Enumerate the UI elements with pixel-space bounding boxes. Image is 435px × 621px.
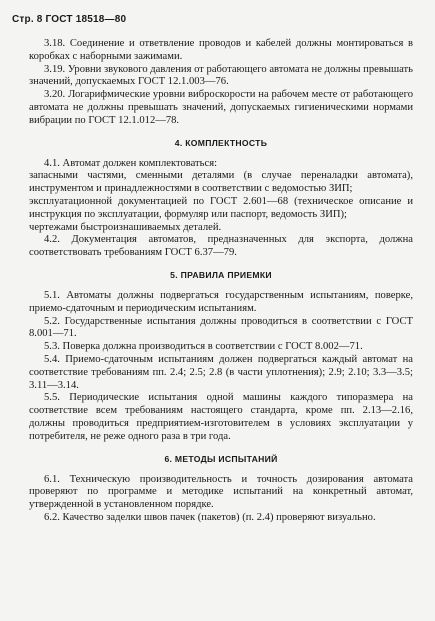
paragraph-5-1: 5.1. Автоматы должны подвергаться государственным испытаниям, поверке, приемо-сдаточным и периодическим испытаниям. [29, 289, 413, 314]
paragraph-3-18: 3.18. Соединение и ответвление проводов и кабелей должны монтироваться в коробках с наборными зажимами. [29, 38, 413, 62]
page-header: Стр. 8 ГОСТ 18518—80 [12, 14, 127, 25]
list-item: чертежами быстроизнашиваемых деталей. [29, 221, 222, 233]
section-heading-5: 5. ПРАВИЛА ПРИЕМКИ [170, 269, 272, 280]
paragraph-6-2: 6.2. Качество заделки швов пачек (пакетов) (п. 2.4) проверяют визуально. [44, 511, 376, 523]
spacer [29, 281, 413, 290]
document-body [29, 38, 413, 525]
paragraph-3-19: 3.19. Уровни звукового давления от работающего автомата не должны превышать значений, допускаемых ГОСТ 12.1.003—76. [29, 63, 413, 88]
spacer [29, 128, 413, 137]
paragraph-3-20: 3.20. Логарифмические уровни виброскорости на рабочем месте от работающего автомата не должны превышать значений, допускаемых гигиеническими нормами вибрации по ГОСТ 12.1.012—78. [29, 89, 413, 126]
spacer [29, 149, 413, 158]
spacer [29, 465, 413, 474]
paragraph-6-1: 6.1. Техническую производительность и точность дозирования автомата проверяют по программе и методике испытаний на конкретный автомат, утвержденной в установленном порядке. [29, 473, 413, 511]
paragraph-5-4: 5.4. Приемо-сдаточным испытаниям должен подвергаться каждый автомат на соответствие требованиям пп. 2.4; 2.5; 2.8 (в части уплотнения); 2.9; 2.10; 3.3—3.5; 3.11—3.14. [29, 353, 413, 391]
paragraph-5-5: 5.5. Периодические испытания одной машины каждого типоразмера на соответствие всем требованиям настоящего стандарта, кроме пп. 2.13—2.16, должны проводиться предприятием-изготовителем в условиях эксплуатации у потребителя, не реже одного раза в три года. [29, 392, 413, 442]
spacer [29, 444, 413, 453]
spacer [29, 260, 413, 269]
section-heading-6: 6. МЕТОДЫ ИСПЫТАНИЙ [164, 453, 278, 464]
paragraph-4-1: 4.1. Автомат должен комплектоваться: [44, 157, 218, 169]
list-item: запасными частями, сменными деталями (в случае переналадки автомата), инструментом и принадлежностями в соответствии с ведомостью ЗИП; [29, 170, 413, 195]
paragraph-4-2: 4.2. Документация автоматов, предназначенных для экспорта, должна соответствовать требованиям ГОСТ 6.37—79. [29, 234, 413, 259]
paragraph-5-2: 5.2. Государственные испытания должны проводиться в соответствии с ГОСТ 8.001—71. [29, 315, 413, 340]
section-heading-4: 4. КОМПЛЕКТНОСТЬ [174, 137, 268, 148]
list-item: эксплуатационной документацией по ГОСТ 2.601—68 (техническое описание и инструкция по эксплуатации, формуляр или паспорт, ведомость ЗИП); [29, 195, 413, 220]
paragraph-5-3: 5.3. Поверка должна производиться в соответствии с ГОСТ 8.002—71. [44, 341, 363, 353]
